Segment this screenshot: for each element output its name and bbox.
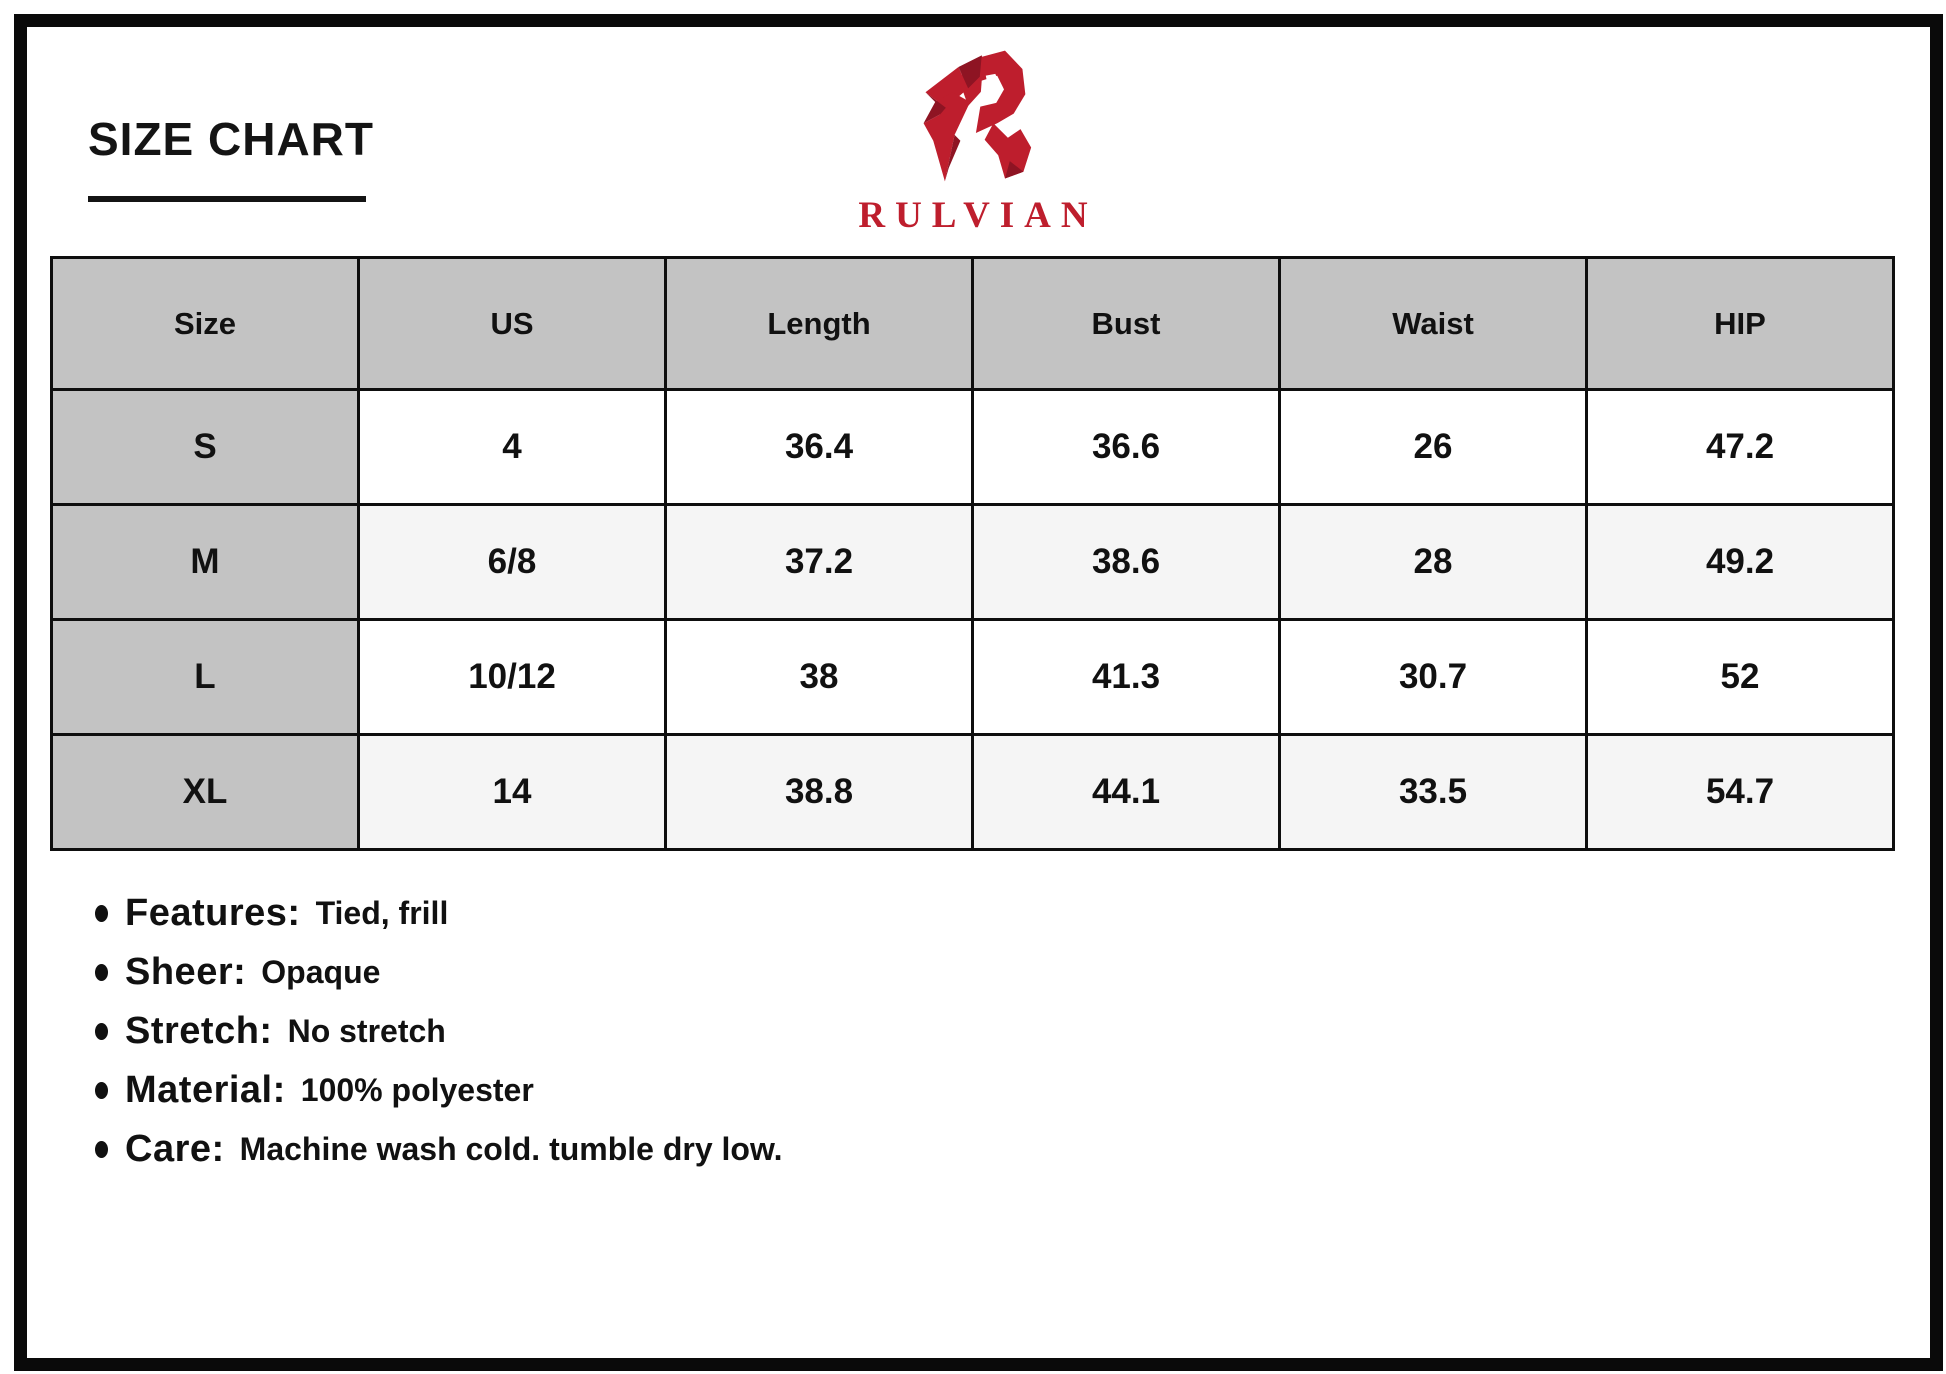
detail-item-sheer [95, 950, 783, 994]
cell-bust: 36.6 [973, 390, 1280, 505]
cell-waist: 30.7 [1280, 620, 1587, 735]
detail-item-care [95, 1127, 783, 1171]
size-chart-table [50, 256, 1895, 851]
cell-bust: 38.6 [973, 505, 1280, 620]
detail-label: Stretch: [125, 1009, 273, 1052]
table-row-l [52, 620, 1894, 735]
cell-waist: 28 [1280, 505, 1587, 620]
cell-hip: 52 [1587, 620, 1894, 735]
cell-hip: 47.2 [1587, 390, 1894, 505]
cell-waist: 33.5 [1280, 735, 1587, 850]
detail-value: Tied, frill [315, 894, 449, 931]
brand-logo [0, 42, 1946, 237]
detail-label: Material: [125, 1068, 286, 1111]
cell-us: 10/12 [359, 620, 666, 735]
detail-item-material [95, 1068, 783, 1112]
cell-size: S [52, 390, 359, 505]
cell-length: 37.2 [666, 505, 973, 620]
detail-value: Opaque [261, 953, 381, 990]
detail-item-stretch [95, 1009, 783, 1053]
table-row-s [52, 390, 1894, 505]
cell-length: 38 [666, 620, 973, 735]
cell-us: 6/8 [359, 505, 666, 620]
cell-hip: 54.7 [1587, 735, 1894, 850]
bullet-icon [95, 964, 108, 981]
brand-r-monogram-icon [910, 42, 1036, 190]
header-cell-size: Size [52, 258, 359, 390]
detail-item-features [95, 891, 783, 935]
brand-name: RULVIAN [858, 195, 1098, 236]
cell-waist: 26 [1280, 390, 1587, 505]
bullet-icon [95, 905, 108, 922]
table-header-row [52, 258, 1894, 390]
header-cell-length: Length [666, 258, 973, 390]
detail-value: 100% polyester [300, 1071, 534, 1108]
cell-length: 38.8 [666, 735, 973, 850]
table-row-m [52, 505, 1894, 620]
cell-hip: 49.2 [1587, 505, 1894, 620]
cell-size: XL [52, 735, 359, 850]
detail-label: Care: [125, 1127, 225, 1170]
header-cell-bust: Bust [973, 258, 1280, 390]
cell-size: L [52, 620, 359, 735]
cell-us: 14 [359, 735, 666, 850]
cell-bust: 41.3 [973, 620, 1280, 735]
page-title: SIZE CHART [88, 113, 374, 165]
bullet-icon [95, 1023, 108, 1040]
table-row-xl [52, 735, 1894, 850]
cell-length: 36.4 [666, 390, 973, 505]
header-cell-waist: Waist [1280, 258, 1587, 390]
details-list [95, 891, 783, 1171]
cell-bust: 44.1 [973, 735, 1280, 850]
detail-value: Machine wash cold. tumble dry low. [239, 1130, 783, 1167]
header-cell-hip: HIP [1587, 258, 1894, 390]
bullet-icon [95, 1141, 108, 1158]
detail-value: No stretch [287, 1012, 446, 1049]
detail-label: Features: [125, 891, 301, 934]
bullet-icon [95, 1082, 108, 1099]
cell-us: 4 [359, 390, 666, 505]
cell-size: M [52, 505, 359, 620]
detail-label: Sheer: [125, 950, 247, 993]
header-cell-us: US [359, 258, 666, 390]
